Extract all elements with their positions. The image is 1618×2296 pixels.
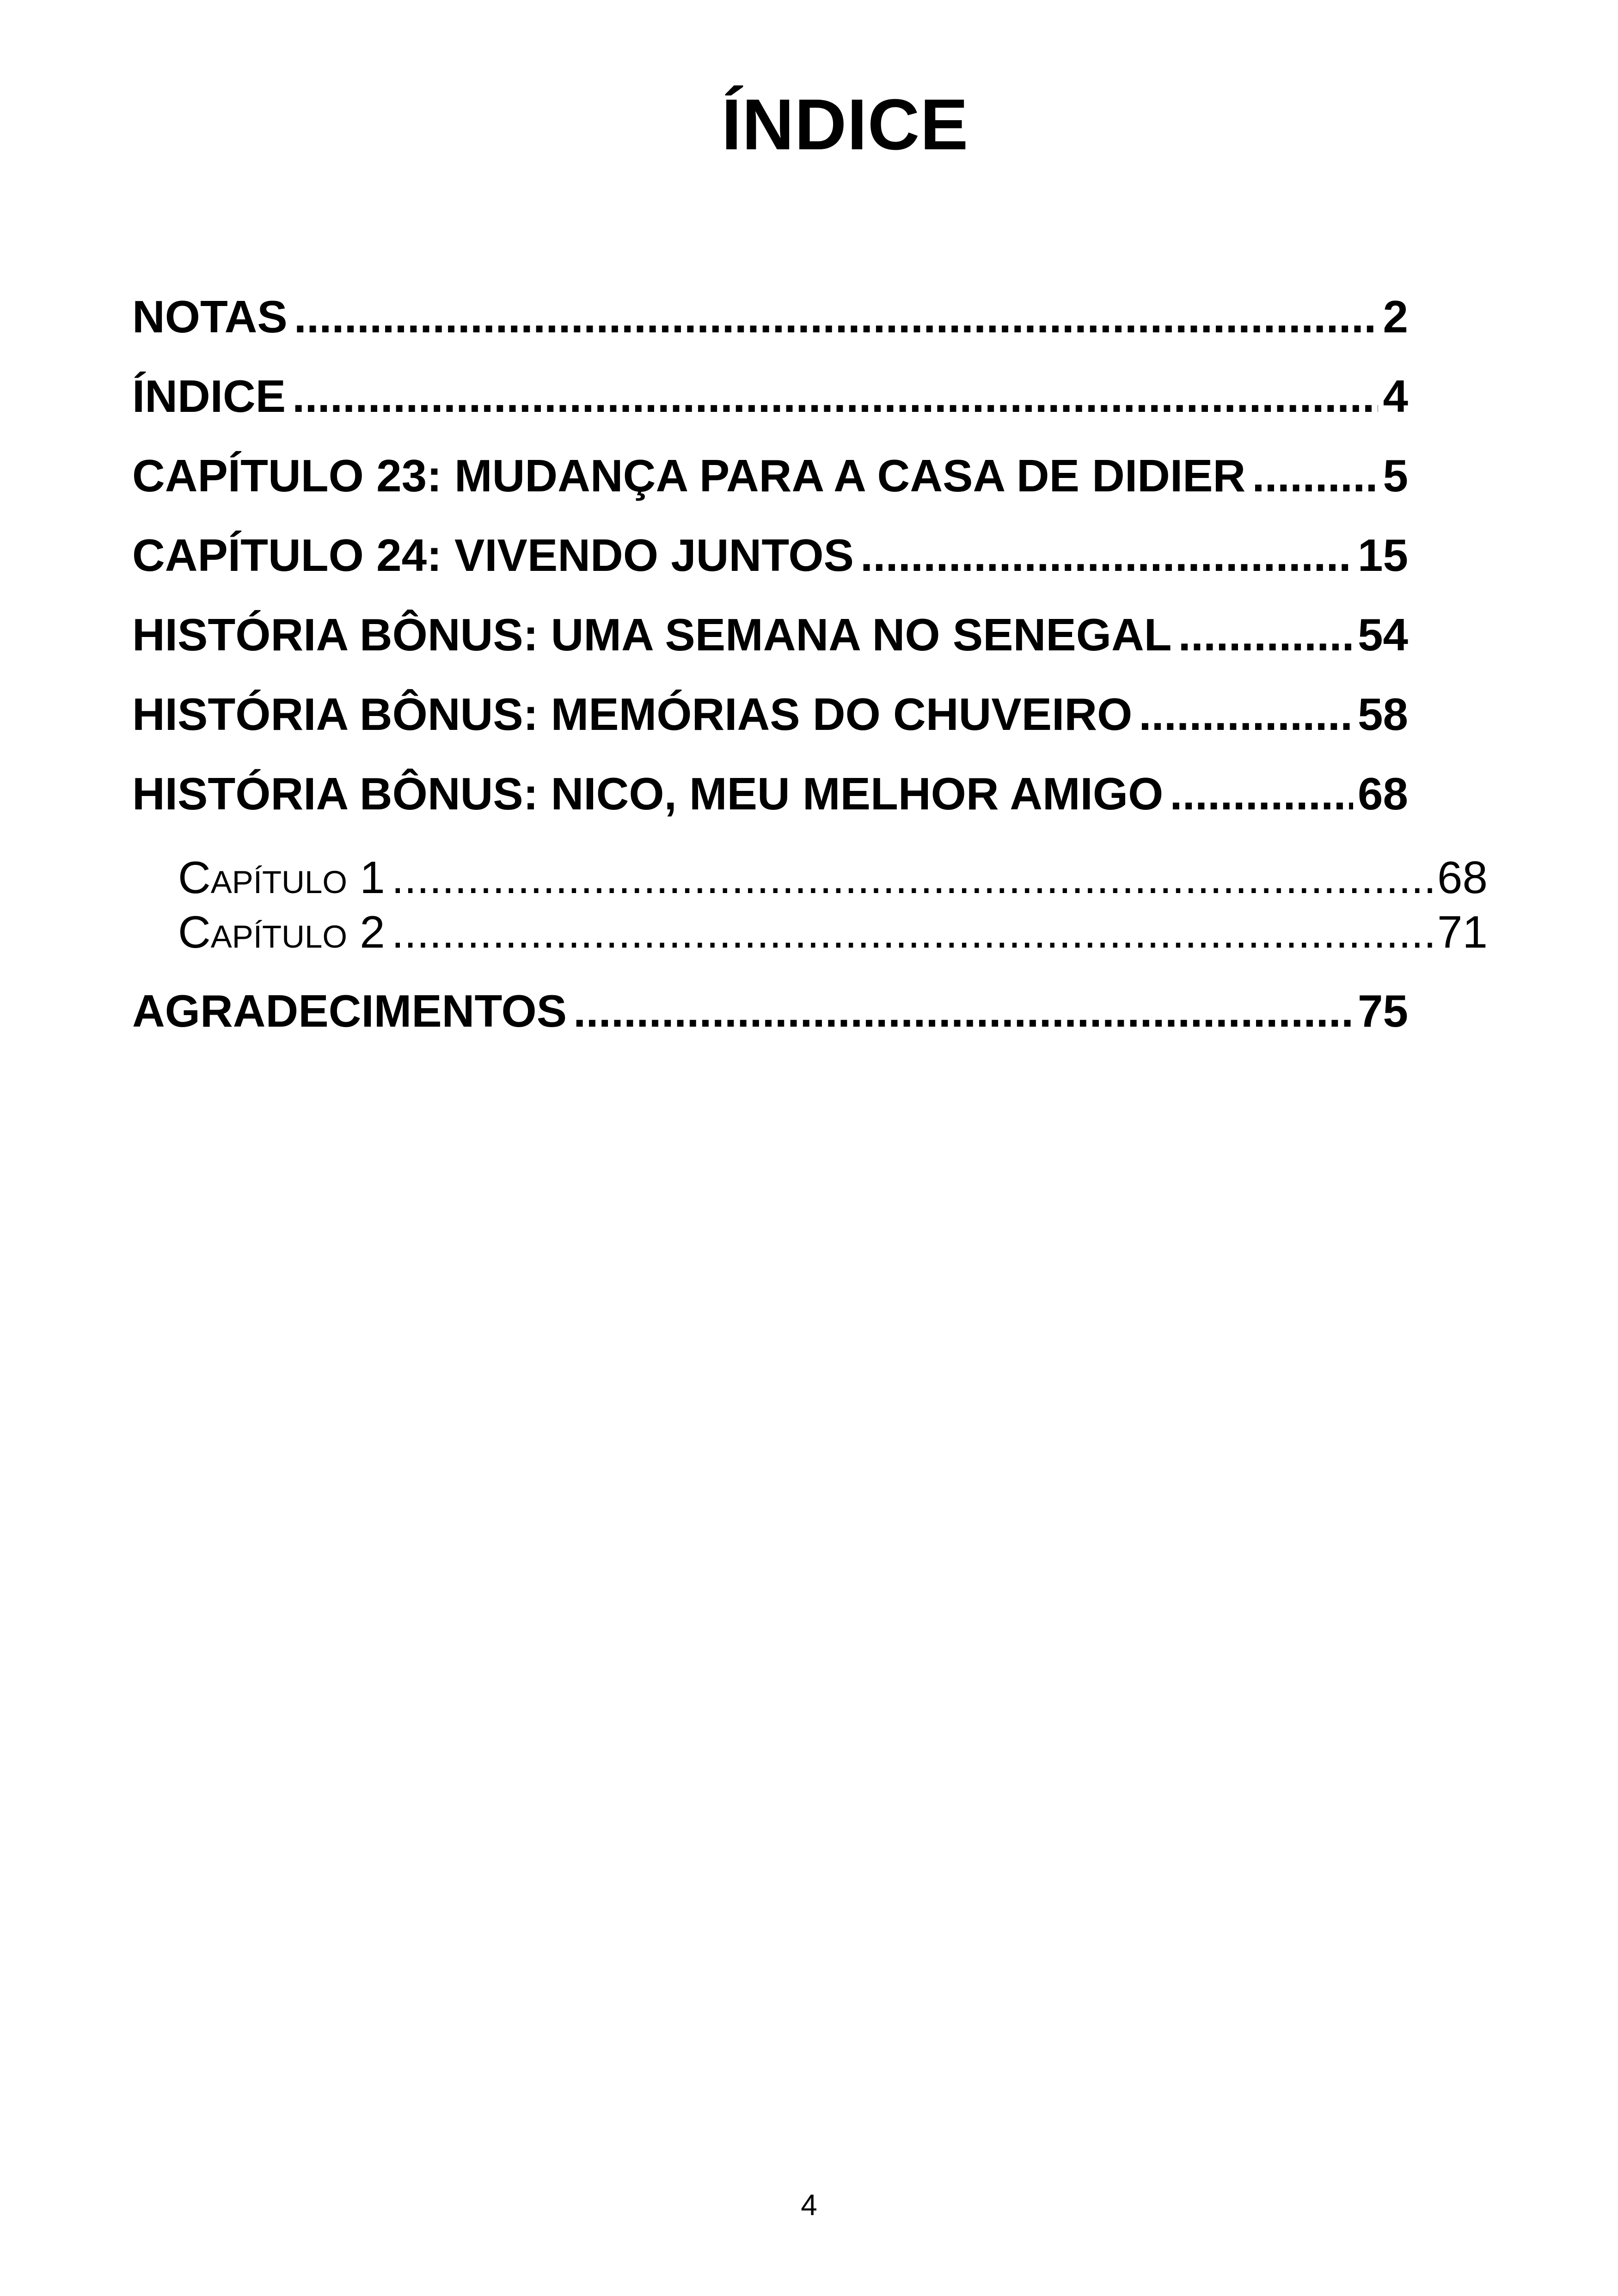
dot-leader	[1139, 684, 1353, 744]
toc-subentry-title: Capítulo 2	[178, 906, 385, 957]
dot-leader	[1178, 605, 1353, 665]
toc-entry-page: 75	[1357, 986, 1408, 1036]
toc-subentry-capitulo-2[interactable]	[178, 904, 1488, 960]
toc-entry-bonus-senegal[interactable]	[132, 605, 1408, 665]
toc-subentry-page: 68	[1437, 852, 1488, 903]
toc-entry-capitulo-24[interactable]	[132, 525, 1408, 585]
toc-entry-title: HISTÓRIA BÔNUS: NICO, MEU MELHOR AMIGO	[132, 768, 1164, 819]
toc-entry-title: AGRADECIMENTOS	[132, 986, 567, 1036]
dot-leader	[392, 904, 1433, 960]
toc-entry-agradecimentos[interactable]	[132, 981, 1408, 1041]
toc-entry-title: ÍNDICE	[132, 371, 286, 422]
toc-entry-bonus-nico[interactable]	[132, 764, 1408, 824]
toc-entry-capitulo-23[interactable]	[132, 446, 1408, 506]
toc-entry-page: 2	[1383, 291, 1408, 342]
toc-entry-title: CAPÍTULO 23: MUDANÇA PARA A CASA DE DIDIER	[132, 450, 1246, 501]
page-title: ÍNDICE	[721, 85, 969, 165]
toc-entry-bonus-chuveiro[interactable]	[132, 684, 1408, 744]
page-number: 4	[801, 2188, 817, 2222]
toc-entry-page: 4	[1383, 371, 1408, 422]
toc-entry-title: CAPÍTULO 24: VIVENDO JUNTOS	[132, 530, 854, 581]
toc-entry-title: HISTÓRIA BÔNUS: MEMÓRIAS DO CHUVEIRO	[132, 689, 1133, 740]
dot-leader	[1252, 446, 1378, 506]
toc-entry-page: 5	[1383, 450, 1408, 501]
toc-entry-page: 54	[1357, 609, 1408, 660]
dot-leader	[1170, 764, 1353, 824]
dot-leader	[392, 850, 1433, 905]
toc-entry-page: 15	[1357, 530, 1408, 581]
toc-entry-title: HISTÓRIA BÔNUS: UMA SEMANA NO SENEGAL	[132, 609, 1172, 660]
dot-leader	[860, 525, 1353, 585]
toc-entry-page: 68	[1357, 768, 1408, 819]
toc-entry-indice[interactable]	[132, 366, 1408, 426]
dot-leader	[292, 366, 1378, 426]
dot-leader	[294, 287, 1379, 347]
toc-entry-notas[interactable]	[132, 287, 1408, 347]
toc-entry-title: NOTAS	[132, 291, 288, 342]
dot-leader	[573, 981, 1353, 1041]
toc-subentry-page: 71	[1437, 906, 1488, 957]
toc-entry-page: 58	[1357, 689, 1408, 740]
toc-subentry-capitulo-1[interactable]	[178, 850, 1488, 905]
toc-subentry-title: Capítulo 1	[178, 852, 385, 903]
